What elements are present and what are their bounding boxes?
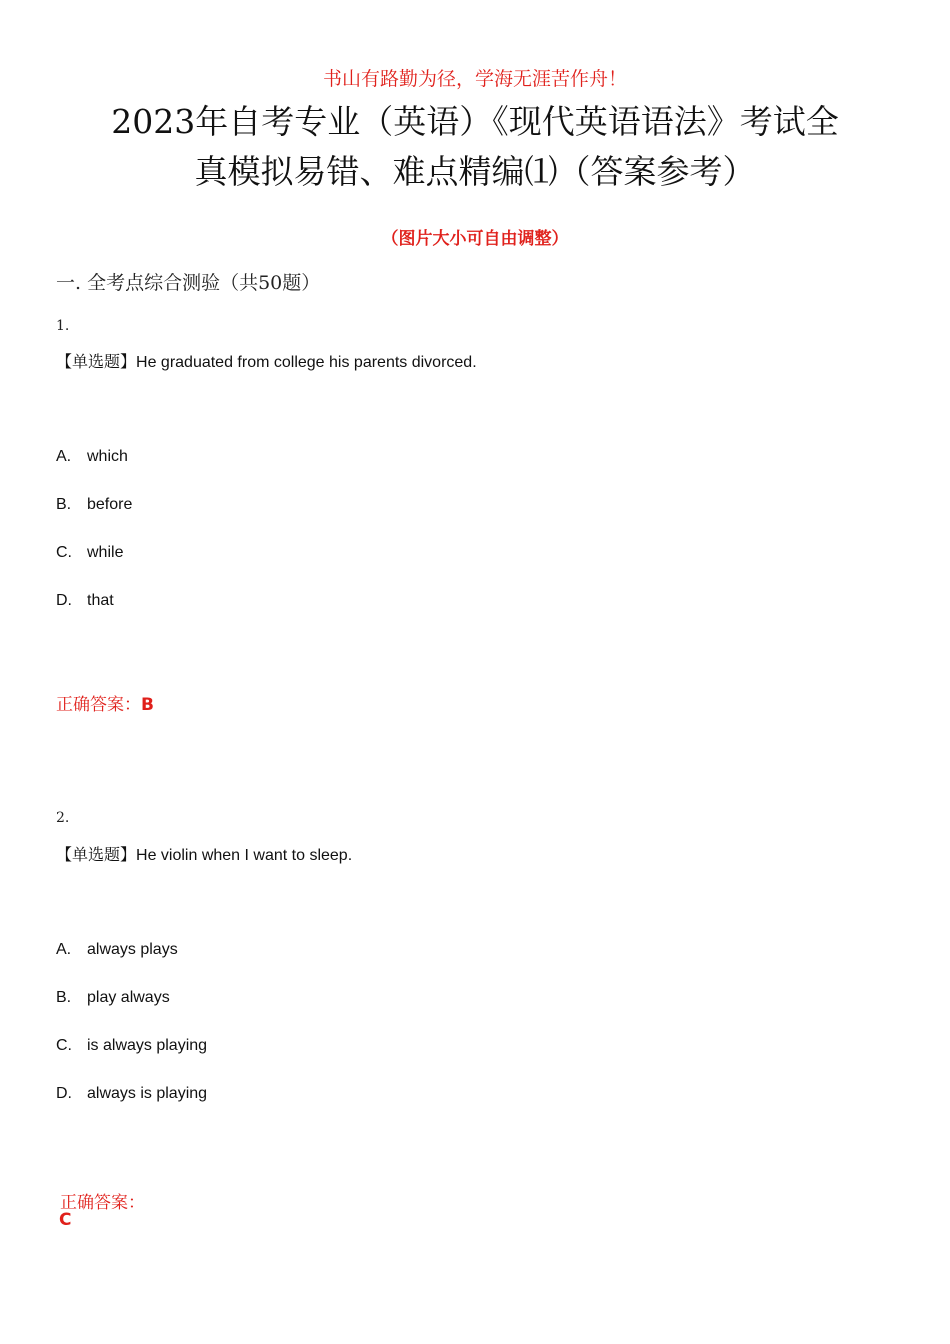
question-2-answer-label: 正确答案： (60, 1193, 145, 1213)
question-1-option-c (56, 544, 123, 562)
question-1-option-d (56, 592, 114, 610)
question-text: He violin when I want to sleep. (136, 847, 353, 864)
option-letter: D. (56, 1085, 72, 1102)
option-text: while (87, 544, 124, 561)
question-1-stem (56, 349, 477, 372)
resize-note: （图片大小可自由调整） (381, 229, 569, 249)
option-letter: C. (56, 544, 72, 561)
question-1-option-a (56, 448, 128, 466)
question-type-tag: 【单选题】 (56, 845, 137, 864)
option-text: that (87, 592, 114, 609)
question-1-number: 1. (56, 318, 70, 334)
section-heading: 一. 全考点综合测验（共50题） (56, 272, 321, 294)
question-2-option-a (56, 941, 178, 959)
question-2-stem (56, 842, 352, 865)
option-letter: D. (56, 592, 72, 609)
question-2-option-c (56, 1037, 207, 1055)
option-text: before (87, 496, 133, 513)
document-title-line-2: 真模拟易错、难点精编⑴（答案参考） (194, 152, 756, 191)
question-2-answer-value (59, 1210, 71, 1230)
option-letter: B. (56, 496, 72, 513)
option-text: play always (87, 989, 170, 1006)
option-text: which (87, 448, 128, 465)
option-text: always plays (87, 941, 178, 958)
question-1-option-b (56, 496, 132, 514)
motto: 书山有路勤为径，学海无涯苦作舟！ (322, 68, 627, 90)
question-1-answer (56, 690, 154, 715)
option-text: always is playing (87, 1085, 208, 1102)
question-type-tag: 【单选题】 (56, 352, 137, 371)
question-text: He graduated from college his parents divorced. (136, 354, 477, 371)
document-title-line-1: 2023年自考专业（英语）《现代英语语法》考试全 (111, 102, 839, 141)
option-letter: A. (56, 941, 72, 958)
option-letter: B. (56, 989, 72, 1006)
option-text: is always playing (87, 1037, 208, 1054)
question-2-option-d (56, 1085, 207, 1103)
answer-label: 正确答案： (56, 695, 141, 715)
answer-value: B (141, 695, 154, 715)
question-2-number: 2. (56, 810, 70, 826)
answer-value: C (59, 1210, 72, 1230)
question-2-option-b (56, 989, 170, 1007)
option-letter: A. (56, 448, 72, 465)
option-letter: C. (56, 1037, 72, 1054)
